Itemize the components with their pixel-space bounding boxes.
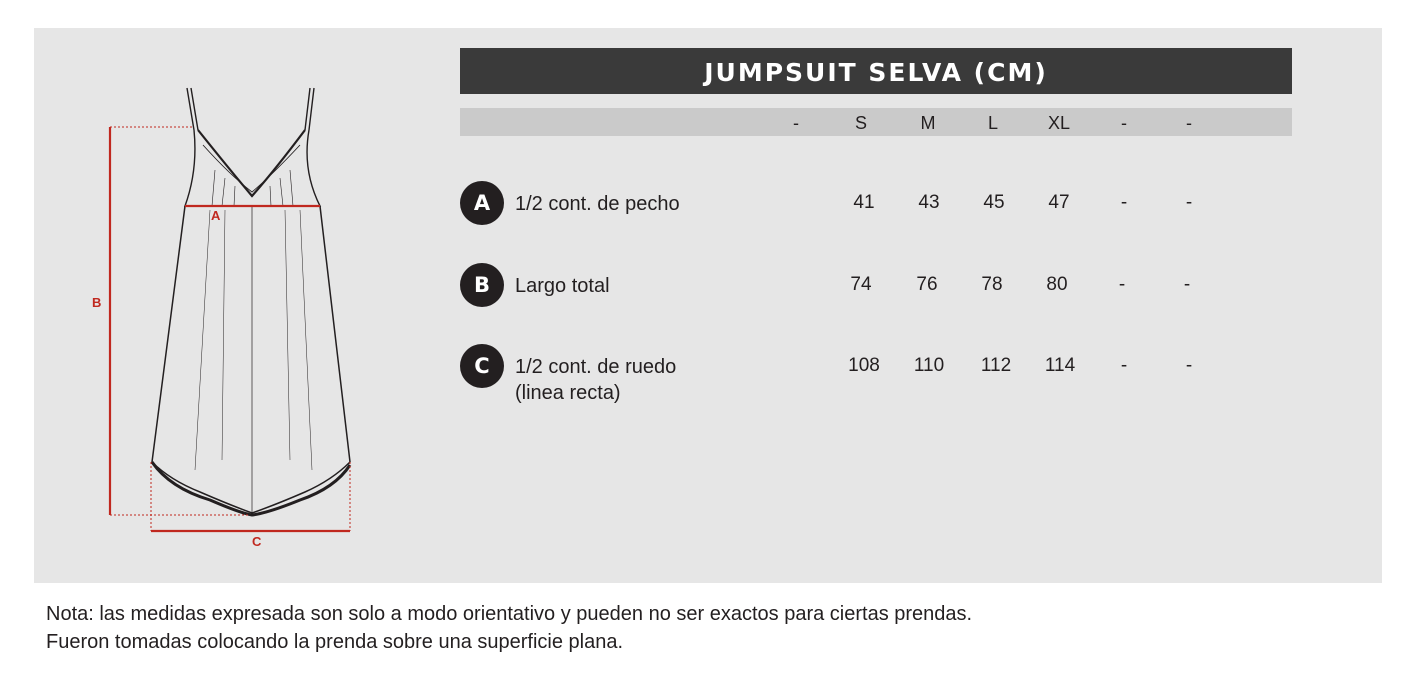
value-l: 112 (980, 355, 1012, 376)
value-s: 41 (853, 192, 875, 213)
size-header-l: L (987, 113, 998, 133)
note-line-2: Fueron tomadas colocando la prenda sobre una superficie plana. (46, 631, 624, 653)
measurement-row-c (0, 344, 1415, 404)
note-line-1: Nota: las medidas expresada son solo a modo orientativo y pueden no ser exactos para ciertas prendas. (46, 603, 973, 625)
hem (152, 462, 350, 515)
disclaimer-note (46, 600, 972, 656)
value-m: 43 (918, 192, 940, 213)
table-title: JUMPSUIT SELVA (CM) (460, 48, 1292, 94)
size-header: - (1186, 113, 1192, 133)
value-s: 108 (848, 355, 880, 376)
value-m: 110 (913, 355, 945, 376)
value-empty: - (1185, 192, 1193, 213)
value-xl: 114 (1044, 355, 1076, 376)
measurement-label: Largo total (515, 275, 610, 297)
diagram-label-b: B (92, 295, 102, 310)
value-xl: 47 (1048, 192, 1070, 213)
size-header-m: M (920, 113, 936, 133)
size-header-s: S (854, 113, 867, 133)
badge-b: B (460, 263, 504, 307)
size-header: - (793, 113, 799, 133)
value-l: 78 (981, 274, 1003, 295)
diagram-label-c: C (252, 534, 262, 549)
diagram-label-a: A (211, 208, 221, 223)
badge-c: C (460, 344, 504, 388)
left-strap (187, 88, 198, 130)
right-strap (305, 88, 314, 130)
size-header-row (460, 108, 1292, 136)
value-empty: - (1183, 274, 1191, 295)
measurement-row-b (0, 263, 1415, 323)
value-s: 74 (850, 274, 872, 295)
badge-a: A (460, 181, 504, 225)
measurement-row-a (0, 181, 1415, 241)
value-empty: - (1120, 355, 1128, 376)
value-empty: - (1185, 355, 1193, 376)
measurement-label: 1/2 cont. de ruedo (linea recta) (515, 356, 677, 404)
size-header: - (1121, 113, 1127, 133)
value-empty: - (1120, 192, 1128, 213)
measure-c (151, 462, 350, 531)
value-empty: - (1118, 274, 1126, 295)
measurement-label: 1/2 cont. de pecho (515, 193, 680, 215)
value-l: 45 (983, 192, 1005, 213)
value-m: 76 (916, 274, 938, 295)
size-header-xl: XL (1047, 113, 1071, 133)
value-xl: 80 (1046, 274, 1068, 295)
